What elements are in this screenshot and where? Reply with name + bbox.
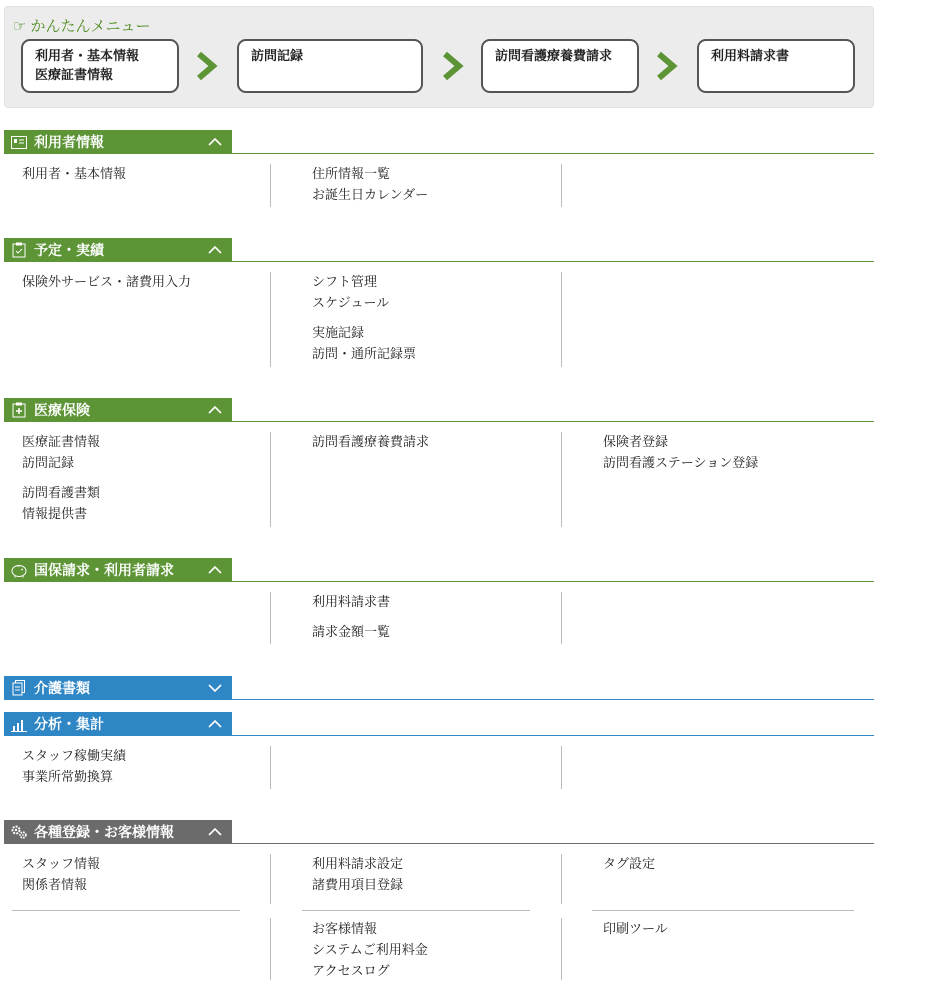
column-divider <box>561 164 562 207</box>
section-column <box>22 432 100 525</box>
gears-icon <box>10 824 28 840</box>
column-divider <box>270 918 271 980</box>
chevron-up-icon[interactable] <box>206 823 224 841</box>
quick-menu-title-text: かんたんメニュー <box>30 17 151 35</box>
quick-step-label-2: 医療証書情報 <box>35 68 114 83</box>
medical-clipboard-icon <box>10 402 28 418</box>
link-address-list[interactable]: 住所情報一覧 <box>312 167 391 182</box>
chevron-up-icon[interactable] <box>206 401 224 419</box>
link-birthday-calendar[interactable]: お誕生日カレンダー <box>312 188 429 203</box>
column-divider <box>270 746 271 789</box>
link-visit-record[interactable]: 訪問記録 <box>22 456 75 471</box>
link-shift-management[interactable]: シフト管理 <box>312 275 378 290</box>
section-schedule-header <box>4 238 874 262</box>
section-user-info-header <box>4 130 874 154</box>
section-analysis-header <box>4 712 874 736</box>
link-system-usage-fee[interactable]: システムご利用料金 <box>312 943 428 958</box>
section-column <box>22 272 191 293</box>
link-extra-service-input[interactable]: 保険外サービス・諸費用入力 <box>22 275 192 290</box>
section-column <box>22 854 100 896</box>
section-title: 利用者情報 <box>34 135 104 151</box>
section-column <box>22 746 126 788</box>
chevron-down-icon[interactable] <box>206 679 224 697</box>
section-title: 分析・集計 <box>34 717 104 733</box>
row-divider <box>592 910 854 911</box>
section-column <box>312 854 403 896</box>
link-medical-certificate[interactable]: 医療証書情報 <box>22 435 101 450</box>
id-card-icon <box>10 134 28 150</box>
column-divider <box>561 272 562 367</box>
column-divider <box>270 592 271 644</box>
chevron-right-icon <box>195 51 219 81</box>
link-print-tool[interactable]: 印刷ツール <box>603 922 668 937</box>
column-divider <box>561 746 562 789</box>
section-column <box>312 164 428 206</box>
section-billing-tab[interactable] <box>4 558 232 582</box>
link-care-fee-claim[interactable]: 訪問看護療養費請求 <box>312 435 430 450</box>
quick-step-label: 利用料請求書 <box>711 49 790 64</box>
link-fulltime-conversion[interactable]: 事業所常勤換算 <box>22 770 114 785</box>
piggy-bank-icon <box>10 562 28 578</box>
section-user-info-tab[interactable] <box>4 130 232 154</box>
link-information-document[interactable]: 情報提供書 <box>22 507 88 522</box>
section-care-documents-header <box>4 676 874 700</box>
quick-step-visit-record[interactable] <box>237 39 423 93</box>
bar-chart-icon <box>10 716 28 732</box>
section-title: 各種登録・お客様情報 <box>34 825 174 841</box>
link-tag-settings[interactable]: タグ設定 <box>603 857 656 872</box>
link-user-basic-info[interactable]: 利用者・基本情報 <box>22 167 127 182</box>
column-divider <box>561 918 562 980</box>
section-column <box>603 432 758 474</box>
section-title: 介護書類 <box>34 681 90 697</box>
link-insurer-registration[interactable]: 保険者登録 <box>603 435 669 450</box>
section-column <box>22 164 126 185</box>
quick-step-user-basic[interactable] <box>21 39 179 93</box>
link-customer-info[interactable]: お客様情報 <box>312 922 378 937</box>
row-divider <box>302 910 530 911</box>
section-title: 医療保険 <box>34 403 90 419</box>
chevron-up-icon[interactable] <box>206 561 224 579</box>
link-staff-info[interactable]: スタッフ情報 <box>22 857 101 872</box>
quick-menu <box>4 6 874 108</box>
chevron-up-icon[interactable] <box>206 715 224 733</box>
section-schedule-tab[interactable] <box>4 238 232 262</box>
quick-step-usage-invoice[interactable] <box>697 39 855 93</box>
section-column <box>312 432 429 453</box>
link-visit-nursing-documents[interactable]: 訪問看護書類 <box>22 486 101 501</box>
section-column <box>312 919 428 982</box>
link-staff-performance[interactable]: スタッフ稼働実績 <box>22 749 127 764</box>
column-divider <box>270 164 271 207</box>
link-related-persons-info[interactable]: 関係者情報 <box>22 878 88 893</box>
section-registration-header <box>4 820 874 844</box>
section-medical-insurance-header <box>4 398 874 422</box>
chevron-up-icon[interactable] <box>206 133 224 151</box>
quick-step-label: 訪問記録 <box>251 49 304 64</box>
column-divider <box>561 432 562 527</box>
section-column <box>603 854 655 875</box>
link-expense-item-registration[interactable]: 諸費用項目登録 <box>312 878 404 893</box>
link-usage-fee-settings[interactable]: 利用料請求設定 <box>312 857 404 872</box>
chevron-up-icon[interactable] <box>206 241 224 259</box>
section-column <box>312 272 416 365</box>
quick-step-label: 訪問看護療養費請求 <box>495 49 613 64</box>
column-divider <box>270 432 271 527</box>
section-medical-insurance-tab[interactable] <box>4 398 232 422</box>
chevron-right-icon <box>441 51 465 81</box>
section-column <box>603 919 668 940</box>
column-divider <box>561 854 562 904</box>
link-implementation-record[interactable]: 実施記録 <box>312 326 365 341</box>
link-station-registration[interactable]: 訪問看護ステーション登録 <box>603 456 759 471</box>
link-usage-invoice[interactable]: 利用料請求書 <box>312 595 391 610</box>
column-divider <box>561 592 562 644</box>
link-visit-record-sheet[interactable]: 訪問・通所記録票 <box>312 347 417 362</box>
clipboard-icon <box>10 242 28 258</box>
quick-menu-title <box>13 15 150 36</box>
hand-pointer-icon: ☞ <box>13 16 27 35</box>
documents-icon <box>10 680 28 696</box>
section-title: 国保請求・利用者請求 <box>34 563 174 579</box>
row-divider <box>12 910 240 911</box>
section-registration-tab[interactable] <box>4 820 232 844</box>
link-billing-amount-list[interactable]: 請求金額一覧 <box>312 625 391 640</box>
column-divider <box>270 272 271 367</box>
quick-step-label: 利用者・基本情報 <box>35 49 140 64</box>
column-divider <box>270 854 271 904</box>
chevron-right-icon <box>655 51 679 81</box>
section-care-documents-tab[interactable] <box>4 676 232 700</box>
quick-step-care-fee-claim[interactable] <box>481 39 639 93</box>
link-access-log[interactable]: アクセスログ <box>312 964 390 979</box>
section-analysis-tab[interactable] <box>4 712 232 736</box>
section-title: 予定・実績 <box>34 243 104 259</box>
section-column <box>312 592 390 643</box>
section-billing-header <box>4 558 874 582</box>
link-schedule[interactable]: スケジュール <box>312 296 390 311</box>
